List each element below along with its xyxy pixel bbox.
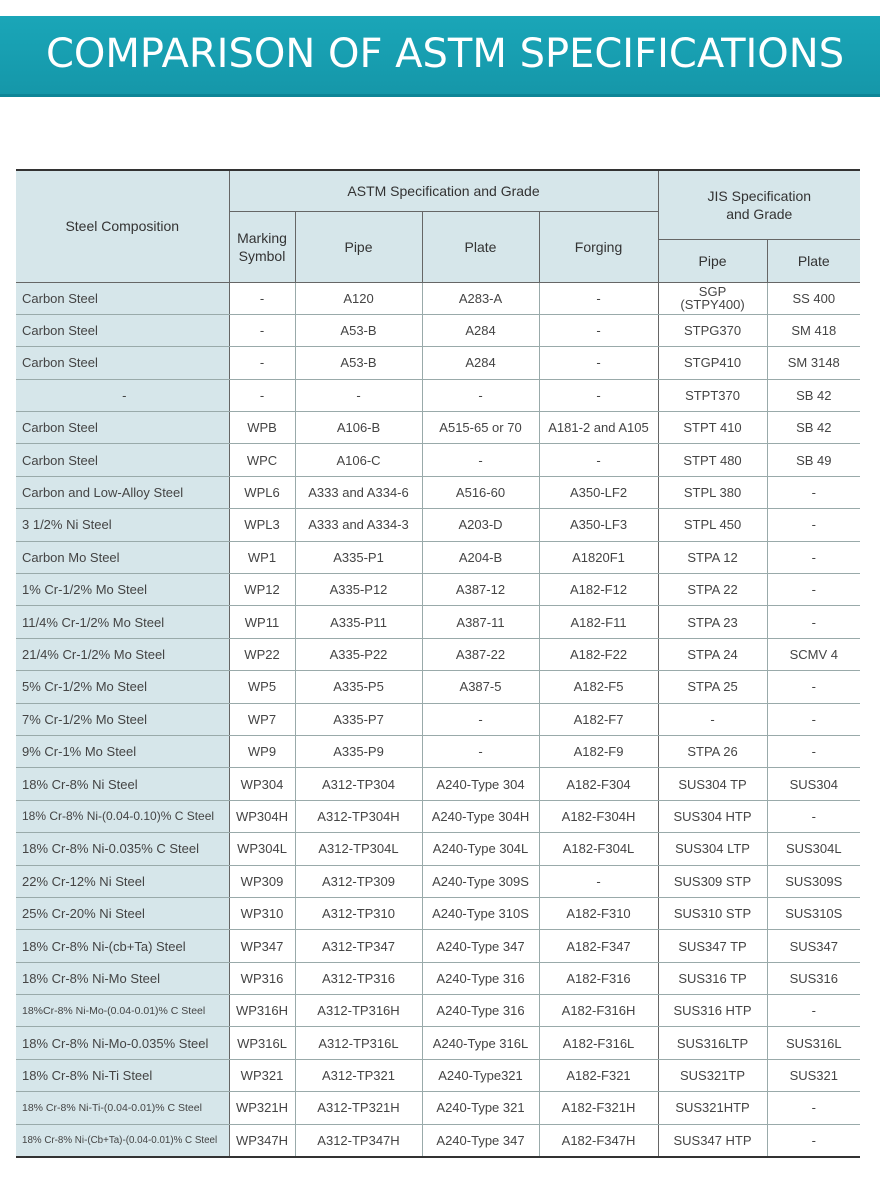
cell-jis-pipe: STPA 24: [658, 638, 767, 670]
cell-marking: WP7: [229, 703, 295, 735]
cell-marking: -: [229, 282, 295, 314]
table-row: [16, 833, 860, 865]
table-row: [16, 541, 860, 573]
cell-marking: WP5: [229, 671, 295, 703]
table-row: [16, 735, 860, 767]
cell-jis-pipe: SUS321HTP: [658, 1092, 767, 1124]
cell-forging: -: [539, 444, 658, 476]
table-row: [16, 379, 860, 411]
cell-pipe: A312-TP316: [295, 962, 422, 994]
cell-steel-composition: Carbon Steel: [16, 282, 229, 314]
cell-marking: WP1: [229, 541, 295, 573]
cell-jis-plate: SB 42: [767, 379, 860, 411]
cell-pipe: A335-P22: [295, 638, 422, 670]
cell-pipe: A312-TP304L: [295, 833, 422, 865]
cell-jis-pipe: SUS304 LTP: [658, 833, 767, 865]
cell-forging: A182-F347: [539, 930, 658, 962]
cell-forging: A182-F316H: [539, 995, 658, 1027]
cell-pipe: A53-B: [295, 314, 422, 346]
cell-pipe: A335-P11: [295, 606, 422, 638]
cell-plate: A240-Type 321: [422, 1092, 539, 1124]
cell-steel-composition: 18% Cr-8% Ni-(cb+Ta) Steel: [16, 930, 229, 962]
cell-pipe: A106-B: [295, 412, 422, 444]
cell-pipe: A312-TP316H: [295, 995, 422, 1027]
table-row: [16, 347, 860, 379]
cell-steel-composition: 18%Cr-8% Ni-Mo-(0.04-0.01)% C Steel: [16, 995, 229, 1027]
cell-jis-plate: -: [767, 800, 860, 832]
cell-pipe: -: [295, 379, 422, 411]
cell-plate: A240-Type 347: [422, 930, 539, 962]
cell-forging: -: [539, 282, 658, 314]
cell-forging: A182-F310: [539, 897, 658, 929]
cell-pipe: A312-TP316L: [295, 1027, 422, 1059]
title-banner: [0, 16, 880, 97]
cell-steel-composition: Carbon and Low-Alloy Steel: [16, 476, 229, 508]
cell-plate: A387-22: [422, 638, 539, 670]
cell-jis-pipe: [658, 282, 767, 314]
cell-marking: WP309: [229, 865, 295, 897]
cell-plate: A516-60: [422, 476, 539, 508]
cell-pipe: A312-TP321H: [295, 1092, 422, 1124]
cell-marking: WP321: [229, 1059, 295, 1091]
cell-steel-composition: 22% Cr-12% Ni Steel: [16, 865, 229, 897]
cell-steel-composition: 5% Cr-1/2% Mo Steel: [16, 671, 229, 703]
table-row: [16, 1059, 860, 1091]
cell-pipe: A333 and A334-6: [295, 476, 422, 508]
cell-plate: A204-B: [422, 541, 539, 573]
cell-jis-plate: SS 400: [767, 282, 860, 314]
header-jis-group-line2: and Grade: [726, 205, 793, 222]
cell-jis-plate: SM 3148: [767, 347, 860, 379]
cell-plate: A203-D: [422, 509, 539, 541]
table-body: [16, 282, 860, 1157]
cell-jis-plate: -: [767, 606, 860, 638]
table-row: [16, 768, 860, 800]
cell-marking: -: [229, 314, 295, 346]
table-header: [16, 170, 860, 282]
cell-jis-pipe-main: SGP: [698, 283, 727, 299]
cell-jis-pipe: SUS316 TP: [658, 962, 767, 994]
cell-pipe: A335-P5: [295, 671, 422, 703]
cell-jis-pipe: SUS347 TP: [658, 930, 767, 962]
cell-marking: WP347H: [229, 1124, 295, 1157]
cell-steel-composition: 9% Cr-1% Mo Steel: [16, 735, 229, 767]
cell-steel-composition: Carbon Mo Steel: [16, 541, 229, 573]
table-row: [16, 476, 860, 508]
cell-marking: WPL6: [229, 476, 295, 508]
header-jis-plate: Plate: [767, 239, 860, 282]
cell-forging: A182-F7: [539, 703, 658, 735]
cell-jis-plate: -: [767, 995, 860, 1027]
cell-jis-pipe: STPA 12: [658, 541, 767, 573]
cell-jis-plate: -: [767, 509, 860, 541]
cell-jis-plate: -: [767, 574, 860, 606]
cell-pipe: A312-TP347: [295, 930, 422, 962]
cell-plate: A240-Type 347: [422, 1124, 539, 1157]
cell-pipe: A335-P9: [295, 735, 422, 767]
cell-steel-composition: 18% Cr-8% Ni-(Cb+Ta)-(0.04-0.01)% C Steel: [16, 1124, 229, 1157]
cell-forging: A1820F1: [539, 541, 658, 573]
cell-jis-pipe: STPL 450: [658, 509, 767, 541]
cell-forging: A182-F12: [539, 574, 658, 606]
cell-steel-composition: 7% Cr-1/2% Mo Steel: [16, 703, 229, 735]
header-astm-group: ASTM Specification and Grade: [229, 170, 658, 211]
cell-forging: A182-F304: [539, 768, 658, 800]
table-row: [16, 995, 860, 1027]
cell-jis-plate: SUS347: [767, 930, 860, 962]
cell-forging: -: [539, 865, 658, 897]
cell-marking: -: [229, 347, 295, 379]
cell-jis-plate: -: [767, 1124, 860, 1157]
cell-plate: A240-Type 310S: [422, 897, 539, 929]
table-row: [16, 282, 860, 314]
cell-steel-composition: 18% Cr-8% Ni-(0.04-0.10)% C Steel: [16, 800, 229, 832]
cell-forging: A182-F316: [539, 962, 658, 994]
cell-plate: -: [422, 444, 539, 476]
cell-pipe: A120: [295, 282, 422, 314]
cell-plate: A387-5: [422, 671, 539, 703]
cell-steel-composition: 11/4% Cr-1/2% Mo Steel: [16, 606, 229, 638]
header-jis-pipe: Pipe: [658, 239, 767, 282]
cell-steel-composition: 18% Cr-8% Ni Steel: [16, 768, 229, 800]
cell-marking: WP316L: [229, 1027, 295, 1059]
cell-pipe: A335-P12: [295, 574, 422, 606]
cell-jis-plate: SB 49: [767, 444, 860, 476]
cell-jis-plate: SUS321: [767, 1059, 860, 1091]
header-jis-group: [658, 170, 860, 239]
cell-jis-plate: SUS304: [767, 768, 860, 800]
cell-steel-composition: 18% Cr-8% Ni-0.035% C Steel: [16, 833, 229, 865]
table-row: [16, 444, 860, 476]
cell-jis-pipe-sub: (STPY400): [680, 296, 745, 312]
cell-plate: A240-Type 316: [422, 995, 539, 1027]
cell-jis-pipe: SUS310 STP: [658, 897, 767, 929]
cell-steel-composition: Carbon Steel: [16, 412, 229, 444]
cell-jis-pipe: SUS316 HTP: [658, 995, 767, 1027]
cell-jis-plate: SUS304L: [767, 833, 860, 865]
cell-steel-composition: -: [16, 379, 229, 411]
cell-forging: A350-LF2: [539, 476, 658, 508]
cell-steel-composition: 1% Cr-1/2% Mo Steel: [16, 574, 229, 606]
table-row: [16, 574, 860, 606]
cell-steel-composition: Carbon Steel: [16, 444, 229, 476]
cell-steel-composition: 25% Cr-20% Ni Steel: [16, 897, 229, 929]
cell-plate: A240-Type 304: [422, 768, 539, 800]
table-row: [16, 800, 860, 832]
cell-jis-plate: SCMV 4: [767, 638, 860, 670]
table-row: [16, 962, 860, 994]
table-row: [16, 865, 860, 897]
cell-marking: WP310: [229, 897, 295, 929]
cell-jis-plate: -: [767, 735, 860, 767]
cell-pipe: A312-TP310: [295, 897, 422, 929]
cell-jis-plate: -: [767, 476, 860, 508]
table-row: [16, 703, 860, 735]
cell-jis-pipe: SUS316LTP: [658, 1027, 767, 1059]
table-row: [16, 638, 860, 670]
cell-forging: A182-F321: [539, 1059, 658, 1091]
cell-steel-composition: 18% Cr-8% Ni-Mo-0.035% Steel: [16, 1027, 229, 1059]
cell-plate: A283-A: [422, 282, 539, 314]
cell-plate: -: [422, 379, 539, 411]
table-row: [16, 509, 860, 541]
cell-jis-pipe: STPL 380: [658, 476, 767, 508]
cell-jis-pipe: SUS304 HTP: [658, 800, 767, 832]
header-plate: Plate: [422, 211, 539, 282]
table-row: [16, 606, 860, 638]
specification-table: [16, 169, 860, 1158]
cell-plate: -: [422, 703, 539, 735]
cell-forging: A182-F304H: [539, 800, 658, 832]
cell-steel-composition: 18% Cr-8% Ni-Ti Steel: [16, 1059, 229, 1091]
cell-forging: A182-F22: [539, 638, 658, 670]
cell-pipe: A312-TP309: [295, 865, 422, 897]
table-row: [16, 1027, 860, 1059]
cell-jis-plate: -: [767, 703, 860, 735]
cell-jis-plate: -: [767, 671, 860, 703]
cell-pipe: A106-C: [295, 444, 422, 476]
cell-jis-pipe: SUS309 STP: [658, 865, 767, 897]
cell-jis-pipe: STPA 23: [658, 606, 767, 638]
table-row: [16, 1092, 860, 1124]
cell-marking: WP304: [229, 768, 295, 800]
header-marking-line2: Symbol: [238, 247, 286, 264]
cell-jis-pipe: STPT 410: [658, 412, 767, 444]
cell-pipe: A53-B: [295, 347, 422, 379]
header-pipe: Pipe: [295, 211, 422, 282]
cell-plate: A240-Type 316: [422, 962, 539, 994]
cell-jis-pipe: STPA 26: [658, 735, 767, 767]
cell-jis-plate: SB 42: [767, 412, 860, 444]
cell-plate: A240-Type 316L: [422, 1027, 539, 1059]
cell-pipe: A335-P7: [295, 703, 422, 735]
cell-jis-pipe: STPT370: [658, 379, 767, 411]
cell-marking: WP22: [229, 638, 295, 670]
cell-forging: A182-F316L: [539, 1027, 658, 1059]
cell-steel-composition: Carbon Steel: [16, 314, 229, 346]
cell-pipe: A333 and A334-3: [295, 509, 422, 541]
cell-forging: -: [539, 379, 658, 411]
cell-pipe: A312-TP304: [295, 768, 422, 800]
cell-marking: WP316: [229, 962, 295, 994]
cell-marking: WP9: [229, 735, 295, 767]
cell-pipe: A312-TP304H: [295, 800, 422, 832]
table-row: [16, 671, 860, 703]
cell-forging: A182-F11: [539, 606, 658, 638]
cell-marking: WP304H: [229, 800, 295, 832]
cell-forging: A182-F5: [539, 671, 658, 703]
cell-marking: WPB: [229, 412, 295, 444]
table-row: [16, 930, 860, 962]
cell-jis-pipe-stack: [680, 285, 744, 311]
cell-jis-plate: SUS316: [767, 962, 860, 994]
cell-plate: A240-Type 309S: [422, 865, 539, 897]
cell-plate: A240-Type321: [422, 1059, 539, 1091]
cell-marking: WP321H: [229, 1092, 295, 1124]
cell-plate: A515-65 or 70: [422, 412, 539, 444]
cell-marking: WPC: [229, 444, 295, 476]
cell-jis-plate: -: [767, 1092, 860, 1124]
cell-jis-pipe: STPA 22: [658, 574, 767, 606]
cell-steel-composition: 18% Cr-8% Ni-Mo Steel: [16, 962, 229, 994]
cell-jis-plate: -: [767, 541, 860, 573]
cell-forging: A182-F347H: [539, 1124, 658, 1157]
cell-jis-plate: SUS309S: [767, 865, 860, 897]
cell-marking: WPL3: [229, 509, 295, 541]
cell-steel-composition: Carbon Steel: [16, 347, 229, 379]
cell-pipe: A312-TP347H: [295, 1124, 422, 1157]
cell-jis-pipe: STPG370: [658, 314, 767, 346]
header-marking-line1: Marking: [237, 229, 287, 246]
header-marking-symbol: [229, 211, 295, 282]
cell-plate: A240-Type 304H: [422, 800, 539, 832]
cell-marking: WP347: [229, 930, 295, 962]
cell-jis-plate: SM 418: [767, 314, 860, 346]
cell-jis-pipe: STGP410: [658, 347, 767, 379]
cell-forging: A182-F9: [539, 735, 658, 767]
cell-forging: -: [539, 347, 658, 379]
cell-jis-plate: SUS310S: [767, 897, 860, 929]
cell-forging: A350-LF3: [539, 509, 658, 541]
cell-forging: A181-2 and A105: [539, 412, 658, 444]
header-steel-composition: Steel Composition: [16, 170, 229, 282]
cell-forging: -: [539, 314, 658, 346]
cell-plate: A284: [422, 314, 539, 346]
cell-pipe: A312-TP321: [295, 1059, 422, 1091]
table-row: [16, 314, 860, 346]
cell-jis-pipe: STPA 25: [658, 671, 767, 703]
cell-plate: A387-12: [422, 574, 539, 606]
cell-forging: A182-F321H: [539, 1092, 658, 1124]
cell-jis-pipe: STPT 480: [658, 444, 767, 476]
cell-steel-composition: 21/4% Cr-1/2% Mo Steel: [16, 638, 229, 670]
cell-steel-composition: 3 1/2% Ni Steel: [16, 509, 229, 541]
table-row: [16, 897, 860, 929]
cell-jis-plate: SUS316L: [767, 1027, 860, 1059]
cell-jis-pipe: SUS304 TP: [658, 768, 767, 800]
cell-plate: -: [422, 735, 539, 767]
cell-plate: A387-11: [422, 606, 539, 638]
page-title: COMPARISON OF ASTM SPECIFICATIONS: [46, 31, 845, 77]
cell-jis-pipe: SUS347 HTP: [658, 1124, 767, 1157]
header-jis-group-line1: JIS Specification: [707, 187, 812, 204]
cell-pipe: A335-P1: [295, 541, 422, 573]
cell-marking: WP304L: [229, 833, 295, 865]
cell-plate: A240-Type 304L: [422, 833, 539, 865]
cell-jis-pipe: SUS321TP: [658, 1059, 767, 1091]
cell-steel-composition: 18% Cr-8% Ni-Ti-(0.04-0.01)% C Steel: [16, 1092, 229, 1124]
header-forging: Forging: [539, 211, 658, 282]
cell-marking: -: [229, 379, 295, 411]
cell-marking: WP12: [229, 574, 295, 606]
table-row: [16, 1124, 860, 1157]
cell-jis-pipe: -: [658, 703, 767, 735]
cell-marking: WP316H: [229, 995, 295, 1027]
table-row: [16, 412, 860, 444]
cell-plate: A284: [422, 347, 539, 379]
cell-marking: WP11: [229, 606, 295, 638]
cell-forging: A182-F304L: [539, 833, 658, 865]
